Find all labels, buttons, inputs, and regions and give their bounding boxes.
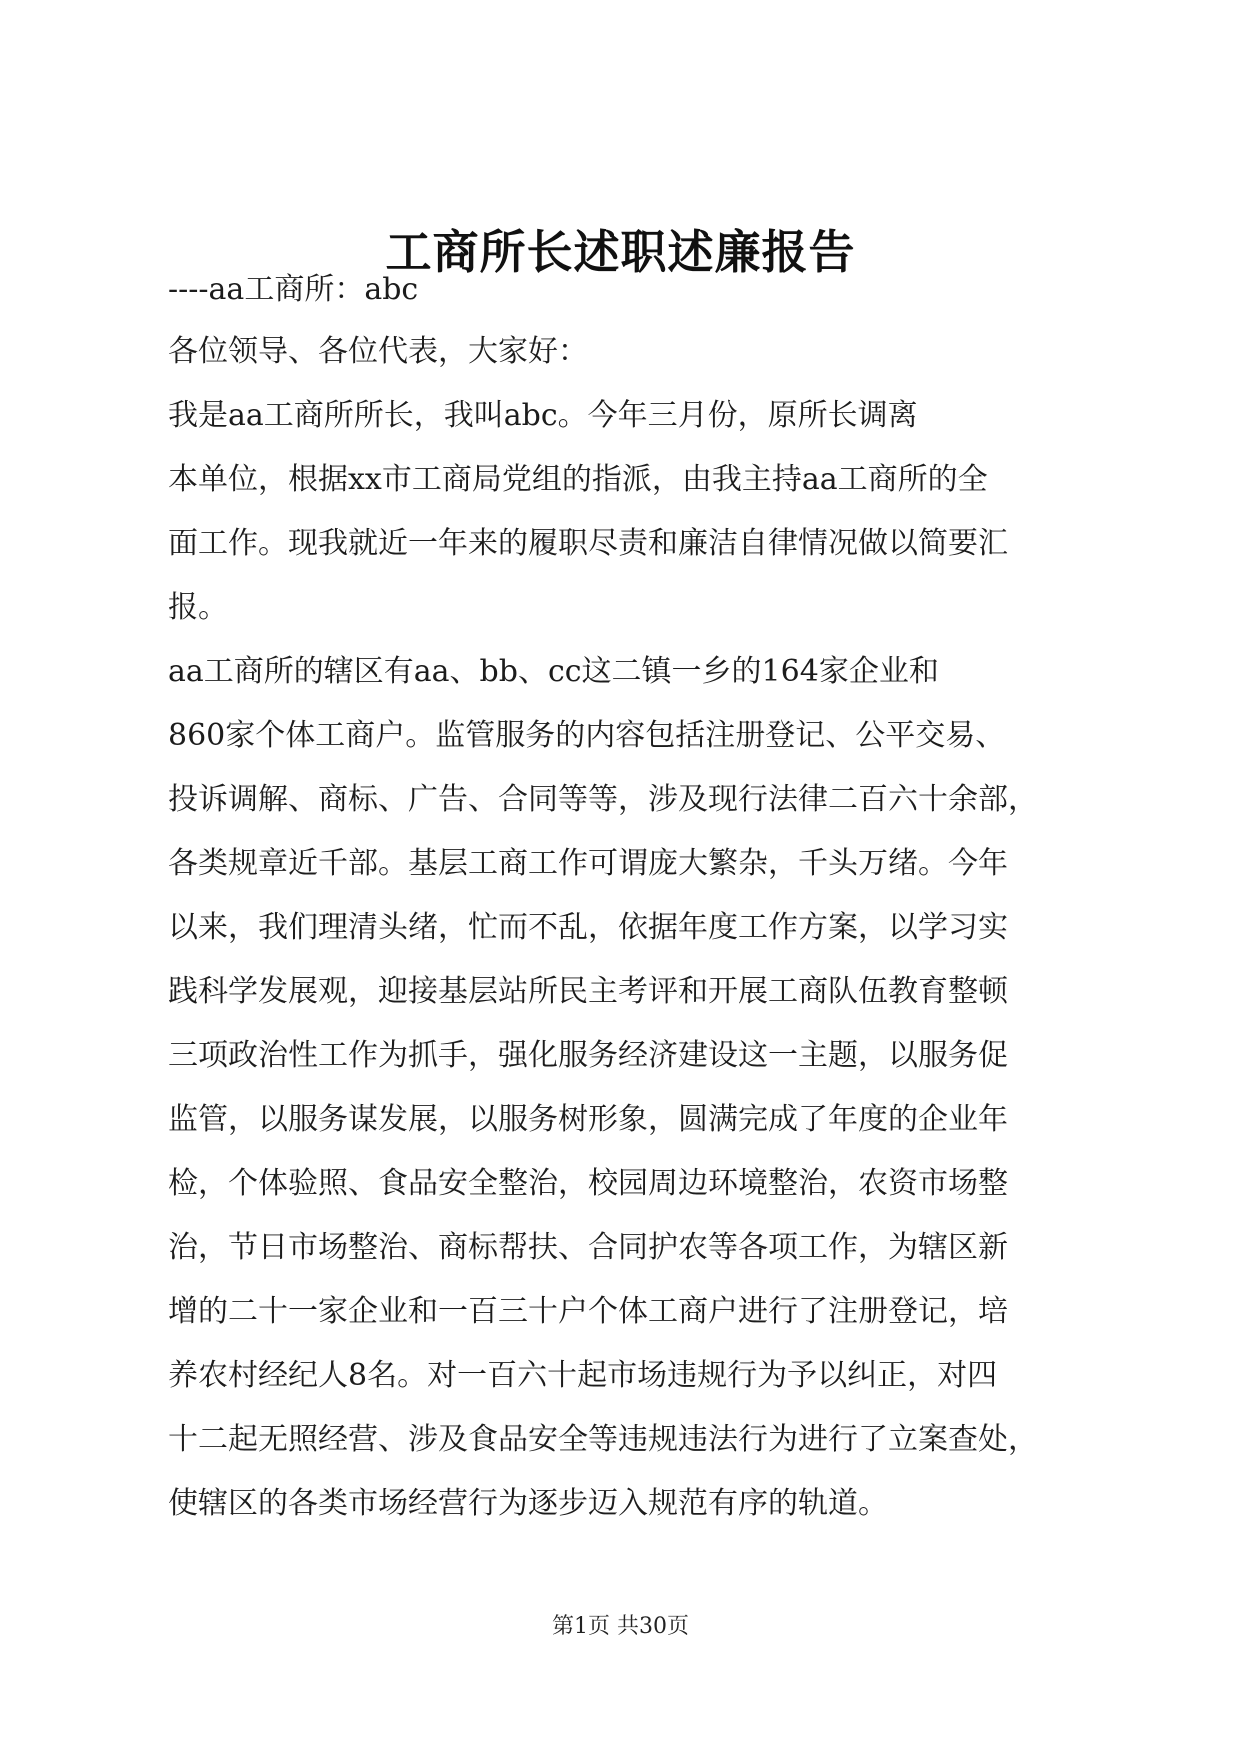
- body-line: ----aa工商所：abc: [168, 272, 419, 307]
- body-line: 860家个体工商户。监管服务的内容包括注册登记、公平交易、: [168, 718, 1006, 753]
- body-line: 养农村经纪人8名。对一百六十起市场违规行为予以纠正，对四: [168, 1358, 998, 1393]
- body-line: 我是aa工商所所长，我叫abc。今年三月份，原所长调离: [168, 398, 918, 433]
- body-line: 检，个体验照、食品安全整治，校园周边环境整治，农资市场整: [168, 1166, 1008, 1201]
- body-line: 面工作。现我就近一年来的履职尽责和廉洁自律情况做以简要汇: [168, 526, 1008, 561]
- body-line: 十二起无照经营、涉及食品安全等违规违法行为进行了立案查处，: [168, 1422, 1038, 1457]
- body-line: 各类规章近千部。基层工商工作可谓庞大繁杂，千头万绪。今年: [168, 846, 1008, 881]
- body-line: 践科学发展观，迎接基层站所民主考评和开展工商队伍教育整顿: [168, 974, 1008, 1009]
- body-line: 各位领导、各位代表，大家好：: [168, 334, 588, 369]
- body-line: 治，节日市场整治、商标帮扶、合同护农等各项工作，为辖区新: [168, 1230, 1008, 1265]
- body-line: 报。: [168, 590, 228, 625]
- body-line: aa工商所的辖区有aa、bb、cc这二镇一乡的164家企业和: [168, 654, 939, 689]
- body-line: 投诉调解、商标、广告、合同等等，涉及现行法律二百六十余部，: [168, 782, 1038, 817]
- body-line: 本单位，根据xx市工商局党组的指派，由我主持aa工商所的全: [168, 462, 988, 497]
- body-line: 监管，以服务谋发展，以服务树形象，圆满完成了年度的企业年: [168, 1102, 1008, 1137]
- body-line: 使辖区的各类市场经营行为逐步迈入规范有序的轨道。: [168, 1486, 888, 1521]
- page-number-footer: 第1页 共30页: [552, 1614, 689, 1639]
- body-line: 三项政治性工作为抓手，强化服务经济建设这一主题，以服务促: [168, 1038, 1008, 1073]
- document-title: 工商所长述职述廉报告: [385, 225, 856, 279]
- body-line: 增的二十一家企业和一百三十户个体工商户进行了注册登记，培: [168, 1294, 1008, 1329]
- body-line: 以来，我们理清头绪，忙而不乱，依据年度工作方案，以学习实: [168, 910, 1008, 945]
